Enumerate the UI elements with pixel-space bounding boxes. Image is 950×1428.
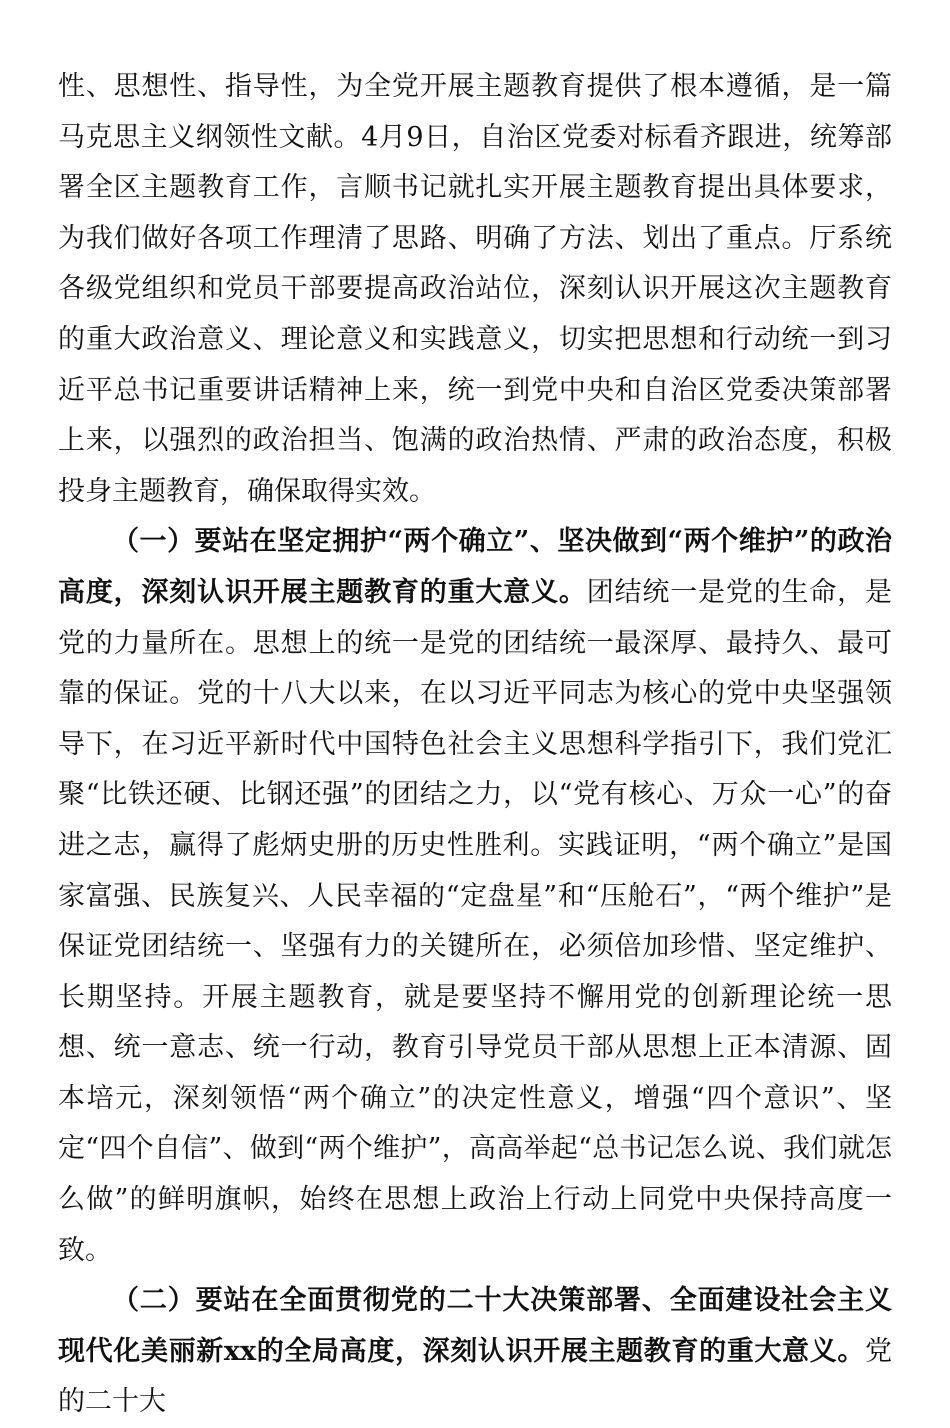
- paragraph-1: [58, 62, 892, 517]
- paragraph-3-lead: （二）要站在全面贯彻党的二十大决策部署、全面建设社会主义现代化美丽新xx的全局高度，深刻认识开展主题教育的重大意义。: [58, 1285, 892, 1367]
- document-page: [58, 62, 892, 1428]
- paragraph-1-text: 性、思想性、指导性，为全党开展主题教育提供了根本遵循，是一篇马克思主义纲领性文献。4月9日，自治区党委对标看齐跟进，统筹部署全区主题教育工作，言顺书记就扎实开展主题教育提出具体要求，为我们做好各项工作理清了思路、明确了方法、划出了重点。厅系统各级党组织和党员干部要提高政治站位，深刻认识开展这次主题教育的重大政治意义、理论意义和实践意义，切实把思想和行动统一到习近平总书记重要讲话精神上来，统一到党中央和自治区党委决策部署上来，以强烈的政治担当、饱满的政治热情、严肃的政治态度，积极投身主题教育，确保取得实效。: [58, 71, 892, 507]
- paragraph-3: [58, 1276, 892, 1428]
- paragraph-2-lead: （一）要站在坚定拥护“两个确立”、坚决做到“两个维护”的政治高度，深刻认识开展主题教育的重大意义。: [58, 526, 892, 608]
- paragraph-3-text: 党的二十大: [58, 1335, 892, 1418]
- paragraph-2-text: 团结统一是党的生命，是党的力量所在。思想上的统一是党的团结统一最深厚、最持久、最可靠的保证。党的十八大以来，在以习近平同志为核心的党中央坚强领导下，在习近平新时代中国特色社会主义思想科学指引下，我们党汇聚“比铁还硬、比钢还强”的团结之力，以“党有核心、万众一心”的奋进之志，赢得了彪炳史册的历史性胜利。实践证明，“两个确立”是国家富强、民族复兴、人民幸福的“定盘星”和“压舱石”，“两个维护”是保证党团结统一、坚强有力的关键所在，必须倍加珍惜、坚定维护、长期坚持。开展主题教育，就是要坚持不懈用党的创新理论统一思想、统一意志、统一行动，教育引导党员干部从思想上正本清源、固本培元，深刻领悟“两个确立”的决定性意义，增强“四个意识”、坚定“四个自信”、做到“两个维护”，高高举起“总书记怎么说、我们就怎么做”的鲜明旗帜，始终在思想上政治上行动上同党中央保持高度一致。: [58, 576, 893, 1266]
- paragraph-2: [58, 517, 892, 1276]
